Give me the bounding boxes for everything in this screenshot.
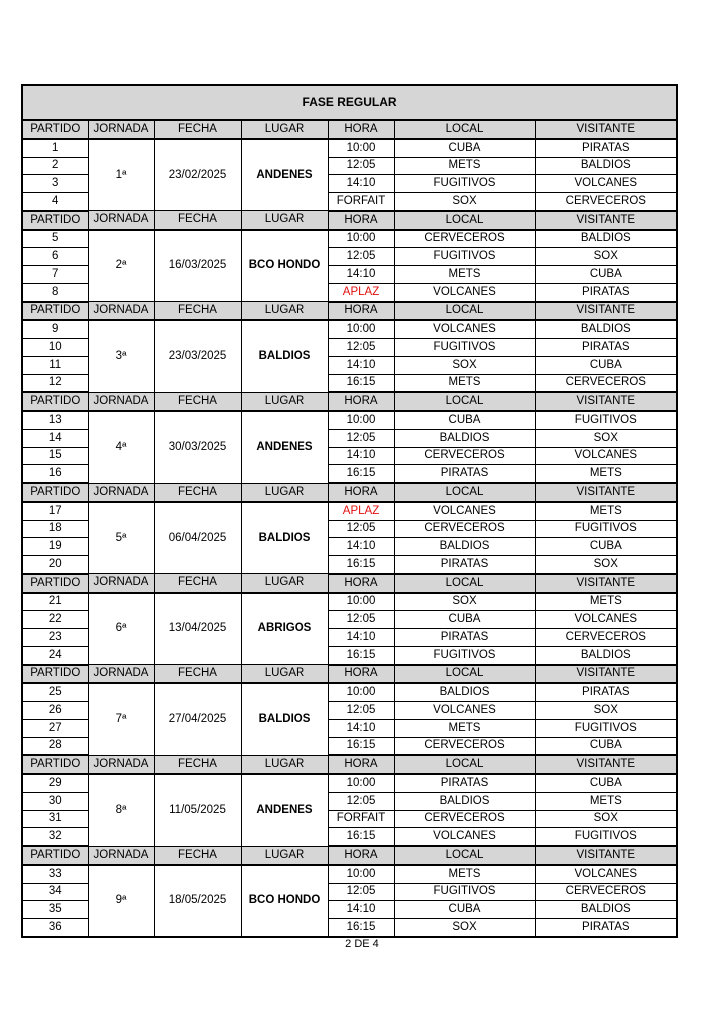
local-team-cell: METS <box>394 719 535 737</box>
lugar-cell: ANDENES <box>241 139 328 211</box>
column-header-partido: PARTIDO <box>22 846 88 865</box>
visitante-team-cell: SOX <box>535 556 677 574</box>
local-team-cell: BALDIOS <box>394 538 535 556</box>
column-header-partido: PARTIDO <box>22 665 88 684</box>
partido-cell: 27 <box>22 719 88 737</box>
visitante-team-cell: CUBA <box>535 538 677 556</box>
column-header-local: LOCAL <box>394 211 535 230</box>
column-header-fecha: FECHA <box>154 392 241 411</box>
fecha-cell: 11/05/2025 <box>154 774 241 846</box>
jornada-cell: 8ª <box>88 774 154 846</box>
fecha-cell: 13/04/2025 <box>154 593 241 665</box>
table-row <box>22 502 677 520</box>
column-header-jornada: JORNADA <box>88 120 154 139</box>
column-header-visitante: VISITANTE <box>535 120 677 139</box>
header-row <box>22 846 677 865</box>
visitante-team-cell: METS <box>535 502 677 520</box>
column-header-fecha: FECHA <box>154 665 241 684</box>
visitante-team-cell: METS <box>535 465 677 483</box>
visitante-team-cell: PIRATAS <box>535 283 677 301</box>
local-team-cell: CERVECEROS <box>394 447 535 465</box>
local-team-cell: PIRATAS <box>394 774 535 792</box>
partido-cell: 16 <box>22 465 88 483</box>
column-header-jornada: JORNADA <box>88 483 154 502</box>
partido-cell: 25 <box>22 683 88 701</box>
header-row <box>22 120 677 139</box>
column-header-fecha: FECHA <box>154 120 241 139</box>
column-header-jornada: JORNADA <box>88 302 154 321</box>
hora-cell: 14:10 <box>328 629 394 647</box>
column-header-local: LOCAL <box>394 392 535 411</box>
column-header-lugar: LUGAR <box>241 483 328 502</box>
column-header-partido: PARTIDO <box>22 483 88 502</box>
local-team-cell: BALDIOS <box>394 683 535 701</box>
lugar-cell: BALDIOS <box>241 502 328 574</box>
column-header-fecha: FECHA <box>154 302 241 321</box>
title-row <box>22 85 677 120</box>
column-header-lugar: LUGAR <box>241 574 328 593</box>
column-header-hora: HORA <box>328 302 394 321</box>
column-header-visitante: VISITANTE <box>535 211 677 230</box>
visitante-team-cell: CERVECEROS <box>535 883 677 901</box>
partido-cell: 7 <box>22 266 88 284</box>
hora-cell: 12:05 <box>328 157 394 175</box>
visitante-team-cell: VOLCANES <box>535 865 677 883</box>
local-team-cell: FUGITIVOS <box>394 339 535 357</box>
visitante-team-cell: SOX <box>535 810 677 828</box>
lugar-cell: ANDENES <box>241 774 328 846</box>
hora-cell: FORFAIT <box>328 193 394 211</box>
jornada-cell: 4ª <box>88 411 154 483</box>
column-header-jornada: JORNADA <box>88 211 154 230</box>
hora-cell: 16:15 <box>328 465 394 483</box>
fecha-cell: 23/03/2025 <box>154 320 241 392</box>
visitante-team-cell: METS <box>535 593 677 611</box>
column-header-local: LOCAL <box>394 665 535 684</box>
hora-cell: 10:00 <box>328 593 394 611</box>
visitante-team-cell: CUBA <box>535 737 677 755</box>
hora-cell: 14:10 <box>328 538 394 556</box>
column-header-local: LOCAL <box>394 846 535 865</box>
table-row <box>22 774 677 792</box>
visitante-team-cell: FUGITIVOS <box>535 828 677 846</box>
table-row <box>22 320 677 338</box>
jornada-cell: 5ª <box>88 502 154 574</box>
column-header-partido: PARTIDO <box>22 755 88 774</box>
partido-cell: 6 <box>22 248 88 266</box>
fecha-cell: 27/04/2025 <box>154 683 241 755</box>
lugar-cell: BCO HONDO <box>241 230 328 302</box>
column-header-hora: HORA <box>328 483 394 502</box>
partido-cell: 17 <box>22 502 88 520</box>
table-row <box>22 230 677 248</box>
fecha-cell: 30/03/2025 <box>154 411 241 483</box>
visitante-team-cell: SOX <box>535 248 677 266</box>
header-row <box>22 574 677 593</box>
fecha-cell: 18/05/2025 <box>154 865 241 937</box>
local-team-cell: VOLCANES <box>394 283 535 301</box>
column-header-fecha: FECHA <box>154 483 241 502</box>
visitante-team-cell: FUGITIVOS <box>535 520 677 538</box>
table-row <box>22 139 677 157</box>
partido-cell: 35 <box>22 901 88 919</box>
local-team-cell: SOX <box>394 593 535 611</box>
jornada-cell: 3ª <box>88 320 154 392</box>
hora-cell: 12:05 <box>328 520 394 538</box>
local-team-cell: CERVECEROS <box>394 230 535 248</box>
column-header-jornada: JORNADA <box>88 574 154 593</box>
partido-cell: 2 <box>22 157 88 175</box>
header-row <box>22 755 677 774</box>
visitante-team-cell: PIRATAS <box>535 139 677 157</box>
partido-cell: 13 <box>22 411 88 429</box>
column-header-visitante: VISITANTE <box>535 846 677 865</box>
column-header-hora: HORA <box>328 392 394 411</box>
partido-cell: 18 <box>22 520 88 538</box>
visitante-team-cell: PIRATAS <box>535 919 677 937</box>
local-team-cell: CUBA <box>394 901 535 919</box>
partido-cell: 11 <box>22 356 88 374</box>
visitante-team-cell: CERVECEROS <box>535 374 677 392</box>
partido-cell: 5 <box>22 230 88 248</box>
visitante-team-cell: CERVECEROS <box>535 629 677 647</box>
local-team-cell: METS <box>394 374 535 392</box>
partido-cell: 30 <box>22 792 88 810</box>
partido-cell: 10 <box>22 339 88 357</box>
column-header-visitante: VISITANTE <box>535 302 677 321</box>
column-header-partido: PARTIDO <box>22 574 88 593</box>
hora-cell: 16:15 <box>328 737 394 755</box>
partido-cell: 34 <box>22 883 88 901</box>
local-team-cell: SOX <box>394 919 535 937</box>
table-row <box>22 411 677 429</box>
local-team-cell: PIRATAS <box>394 629 535 647</box>
visitante-team-cell: CUBA <box>535 774 677 792</box>
column-header-partido: PARTIDO <box>22 302 88 321</box>
hora-cell: 12:05 <box>328 429 394 447</box>
partido-cell: 9 <box>22 320 88 338</box>
column-header-hora: HORA <box>328 211 394 230</box>
local-team-cell: FUGITIVOS <box>394 883 535 901</box>
column-header-hora: HORA <box>328 574 394 593</box>
hora-cell: 12:05 <box>328 611 394 629</box>
partido-cell: 15 <box>22 447 88 465</box>
column-header-local: LOCAL <box>394 755 535 774</box>
visitante-team-cell: CUBA <box>535 356 677 374</box>
table-row <box>22 593 677 611</box>
column-header-lugar: LUGAR <box>241 392 328 411</box>
visitante-team-cell: PIRATAS <box>535 683 677 701</box>
local-team-cell: VOLCANES <box>394 502 535 520</box>
hora-cell: 10:00 <box>328 320 394 338</box>
hora-cell: 16:15 <box>328 556 394 574</box>
header-row <box>22 211 677 230</box>
jornada-cell: 7ª <box>88 683 154 755</box>
local-team-cell: CUBA <box>394 611 535 629</box>
column-header-hora: HORA <box>328 120 394 139</box>
partido-cell: 1 <box>22 139 88 157</box>
hora-cell: 12:05 <box>328 883 394 901</box>
column-header-jornada: JORNADA <box>88 755 154 774</box>
lugar-cell: ANDENES <box>241 411 328 483</box>
visitante-team-cell: FUGITIVOS <box>535 411 677 429</box>
lugar-cell: ABRIGOS <box>241 593 328 665</box>
hora-cell: APLAZ <box>328 283 394 301</box>
jornada-cell: 1ª <box>88 139 154 211</box>
column-header-local: LOCAL <box>394 120 535 139</box>
visitante-team-cell: BALDIOS <box>535 901 677 919</box>
local-team-cell: PIRATAS <box>394 556 535 574</box>
hora-cell: 14:10 <box>328 901 394 919</box>
hora-cell: APLAZ <box>328 502 394 520</box>
local-team-cell: SOX <box>394 356 535 374</box>
hora-cell: 16:15 <box>328 828 394 846</box>
visitante-team-cell: SOX <box>535 702 677 720</box>
hora-cell: 16:15 <box>328 374 394 392</box>
table-title: FASE REGULAR <box>22 85 677 120</box>
hora-cell: 14:10 <box>328 356 394 374</box>
column-header-fecha: FECHA <box>154 846 241 865</box>
column-header-local: LOCAL <box>394 302 535 321</box>
partido-cell: 3 <box>22 175 88 193</box>
column-header-hora: HORA <box>328 755 394 774</box>
hora-cell: 10:00 <box>328 139 394 157</box>
visitante-team-cell: FUGITIVOS <box>535 719 677 737</box>
partido-cell: 31 <box>22 810 88 828</box>
local-team-cell: BALDIOS <box>394 792 535 810</box>
jornada-cell: 6ª <box>88 593 154 665</box>
local-team-cell: FUGITIVOS <box>394 248 535 266</box>
header-row <box>22 665 677 684</box>
local-team-cell: BALDIOS <box>394 429 535 447</box>
column-header-hora: HORA <box>328 665 394 684</box>
column-header-jornada: JORNADA <box>88 665 154 684</box>
partido-cell: 21 <box>22 593 88 611</box>
partido-cell: 12 <box>22 374 88 392</box>
visitante-team-cell: VOLCANES <box>535 611 677 629</box>
column-header-visitante: VISITANTE <box>535 392 677 411</box>
visitante-team-cell: VOLCANES <box>535 175 677 193</box>
visitante-team-cell: PIRATAS <box>535 339 677 357</box>
schedule-table <box>21 84 678 938</box>
header-row <box>22 392 677 411</box>
partido-cell: 22 <box>22 611 88 629</box>
local-team-cell: CUBA <box>394 411 535 429</box>
hora-cell: 10:00 <box>328 230 394 248</box>
partido-cell: 23 <box>22 629 88 647</box>
partido-cell: 20 <box>22 556 88 574</box>
partido-cell: 4 <box>22 193 88 211</box>
hora-cell: 12:05 <box>328 339 394 357</box>
local-team-cell: METS <box>394 266 535 284</box>
hora-cell: FORFAIT <box>328 810 394 828</box>
hora-cell: 16:15 <box>328 646 394 664</box>
visitante-team-cell: BALDIOS <box>535 646 677 664</box>
column-header-fecha: FECHA <box>154 755 241 774</box>
column-header-jornada: JORNADA <box>88 846 154 865</box>
column-header-partido: PARTIDO <box>22 120 88 139</box>
partido-cell: 24 <box>22 646 88 664</box>
column-header-lugar: LUGAR <box>241 211 328 230</box>
hora-cell: 10:00 <box>328 865 394 883</box>
hora-cell: 12:05 <box>328 702 394 720</box>
visitante-team-cell: CUBA <box>535 266 677 284</box>
column-header-visitante: VISITANTE <box>535 574 677 593</box>
hora-cell: 12:05 <box>328 792 394 810</box>
column-header-lugar: LUGAR <box>241 755 328 774</box>
column-header-visitante: VISITANTE <box>535 665 677 684</box>
local-team-cell: FUGITIVOS <box>394 175 535 193</box>
column-header-lugar: LUGAR <box>241 120 328 139</box>
column-header-lugar: LUGAR <box>241 302 328 321</box>
partido-cell: 26 <box>22 702 88 720</box>
column-header-local: LOCAL <box>394 483 535 502</box>
hora-cell: 10:00 <box>328 774 394 792</box>
local-team-cell: CUBA <box>394 139 535 157</box>
local-team-cell: VOLCANES <box>394 320 535 338</box>
local-team-cell: FUGITIVOS <box>394 646 535 664</box>
column-header-visitante: VISITANTE <box>535 483 677 502</box>
column-header-fecha: FECHA <box>154 211 241 230</box>
partido-cell: 36 <box>22 919 88 937</box>
local-team-cell: CERVECEROS <box>394 520 535 538</box>
table-row <box>22 683 677 701</box>
column-header-partido: PARTIDO <box>22 211 88 230</box>
column-header-jornada: JORNADA <box>88 392 154 411</box>
fecha-cell: 23/02/2025 <box>154 139 241 211</box>
header-row <box>22 302 677 321</box>
table-row <box>22 865 677 883</box>
partido-cell: 14 <box>22 429 88 447</box>
visitante-team-cell: METS <box>535 792 677 810</box>
partido-cell: 8 <box>22 283 88 301</box>
hora-cell: 12:05 <box>328 248 394 266</box>
fecha-cell: 16/03/2025 <box>154 230 241 302</box>
partido-cell: 19 <box>22 538 88 556</box>
partido-cell: 28 <box>22 737 88 755</box>
header-row <box>22 483 677 502</box>
partido-cell: 33 <box>22 865 88 883</box>
visitante-team-cell: BALDIOS <box>535 230 677 248</box>
visitante-team-cell: BALDIOS <box>535 320 677 338</box>
local-team-cell: CERVECEROS <box>394 737 535 755</box>
column-header-fecha: FECHA <box>154 574 241 593</box>
column-header-lugar: LUGAR <box>241 665 328 684</box>
fecha-cell: 06/04/2025 <box>154 502 241 574</box>
visitante-team-cell: SOX <box>535 429 677 447</box>
page-number: 2 DE 4 <box>345 938 379 950</box>
hora-cell: 10:00 <box>328 683 394 701</box>
schedule-sheet <box>21 84 676 938</box>
local-team-cell: METS <box>394 865 535 883</box>
jornada-cell: 9ª <box>88 865 154 937</box>
hora-cell: 16:15 <box>328 919 394 937</box>
hora-cell: 14:10 <box>328 175 394 193</box>
column-header-partido: PARTIDO <box>22 392 88 411</box>
visitante-team-cell: VOLCANES <box>535 447 677 465</box>
partido-cell: 29 <box>22 774 88 792</box>
hora-cell: 14:10 <box>328 447 394 465</box>
hora-cell: 10:00 <box>328 411 394 429</box>
local-team-cell: VOLCANES <box>394 828 535 846</box>
column-header-visitante: VISITANTE <box>535 755 677 774</box>
hora-cell: 14:10 <box>328 719 394 737</box>
jornada-cell: 2ª <box>88 230 154 302</box>
column-header-hora: HORA <box>328 846 394 865</box>
local-team-cell: VOLCANES <box>394 702 535 720</box>
lugar-cell: BALDIOS <box>241 320 328 392</box>
local-team-cell: METS <box>394 157 535 175</box>
lugar-cell: BCO HONDO <box>241 865 328 937</box>
visitante-team-cell: CERVECEROS <box>535 193 677 211</box>
local-team-cell: SOX <box>394 193 535 211</box>
column-header-local: LOCAL <box>394 574 535 593</box>
lugar-cell: BALDIOS <box>241 683 328 755</box>
local-team-cell: PIRATAS <box>394 465 535 483</box>
column-header-lugar: LUGAR <box>241 846 328 865</box>
partido-cell: 32 <box>22 828 88 846</box>
visitante-team-cell: BALDIOS <box>535 157 677 175</box>
hora-cell: 14:10 <box>328 266 394 284</box>
local-team-cell: CERVECEROS <box>394 810 535 828</box>
